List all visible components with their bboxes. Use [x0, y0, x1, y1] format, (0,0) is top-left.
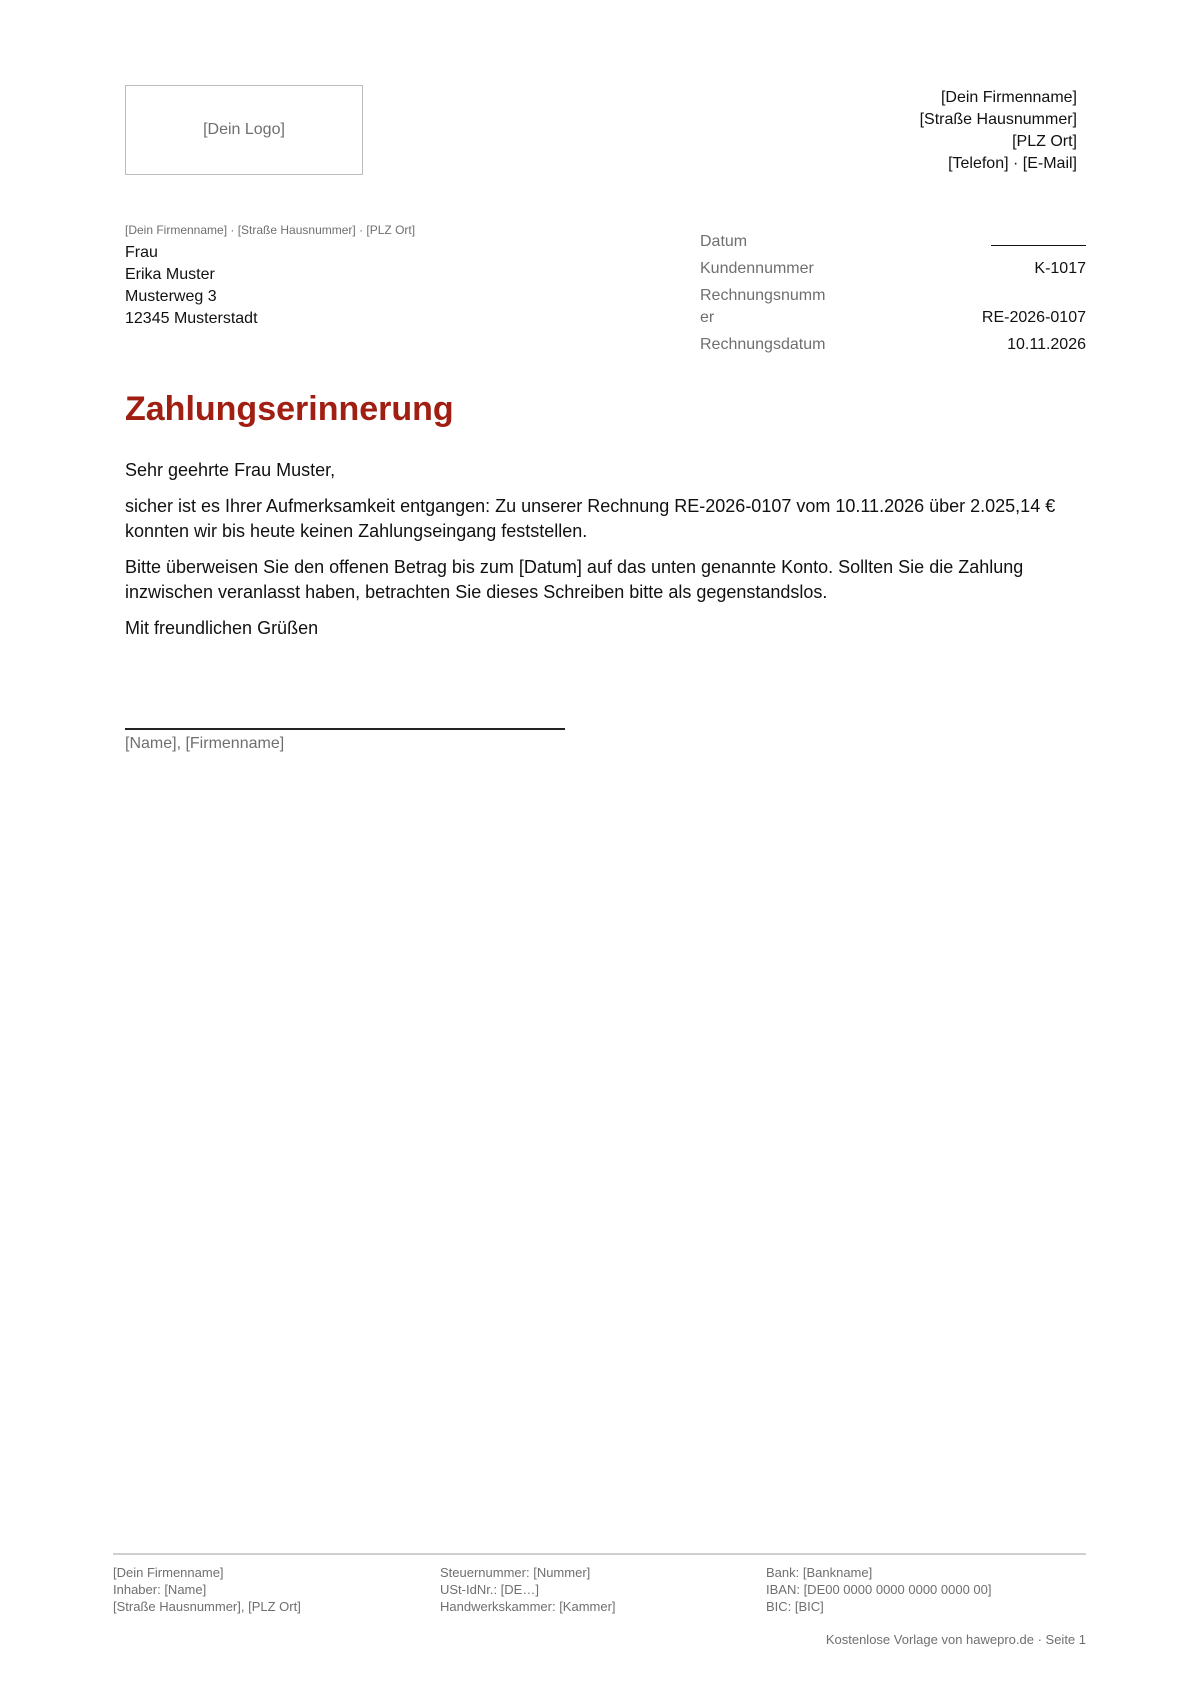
recipient-name: Erika Muster — [125, 266, 215, 283]
recipient-street: Musterweg 3 — [125, 288, 217, 305]
signature-name: [Name], [Firmenname] — [125, 735, 285, 752]
recipient-salutation: Frau — [125, 244, 158, 261]
sender-street: [Straße Hausnummer] — [919, 111, 1077, 128]
sender-address — [677, 87, 1077, 175]
sender-city: [PLZ Ort] — [1012, 133, 1077, 150]
meta-row-date — [700, 225, 1086, 253]
recipient-address — [125, 242, 258, 330]
logo-placeholder — [125, 85, 363, 175]
meta-label-invoice-date: Rechnungsdatum — [700, 336, 826, 353]
footer-iban: IBAN: [DE00 0000 0000 0000 0000 00] — [766, 1582, 992, 1597]
meta-label-date: Datum — [700, 233, 748, 250]
recipient-city: 12345 Musterstadt — [125, 310, 258, 327]
footer-chamber: Handwerkskammer: [Kammer] — [440, 1599, 616, 1614]
footer-company-name: [Dein Firmenname] — [113, 1565, 224, 1580]
footer-address: [Straße Hausnummer], [PLZ Ort] — [113, 1599, 301, 1614]
meta-value-invoice-number: RE-2026-0107 — [981, 309, 1086, 326]
letter-paragraph-1: sicher ist es Ihrer Aufmerksamkeit entgangen: Zu unserer Rechnung RE-2026-0107 vom 10.11.2026 über 2.025,14 € konnten wir bis heute keinen Zahlungseingang feststellen. — [125, 496, 1056, 541]
meta-value-customer-number: K-1017 — [1034, 260, 1086, 277]
meta-label-invoice-number: Rechnungsnumm er — [700, 287, 826, 326]
footer-tax-number: Steuernummer: [Nummer] — [440, 1565, 591, 1580]
footer-owner: Inhaber: [Name] — [113, 1582, 207, 1597]
meta-row-invoice-date — [700, 334, 1086, 356]
letter-closing: Mit freundlichen Grüßen — [125, 618, 319, 638]
meta-value-date — [991, 225, 1086, 253]
footer-tax-column — [440, 1564, 616, 1615]
letter-body — [125, 458, 1085, 652]
sender-contact: [Telefon] · [E-Mail] — [948, 155, 1077, 172]
meta-value-invoice-date: 10.11.2026 — [1007, 336, 1086, 353]
footer-bic: BIC: [BIC] — [766, 1599, 824, 1614]
date-blank-line — [991, 225, 1086, 246]
meta-row-invoice-number — [700, 285, 1086, 329]
letter-paragraph-2: Bitte überweisen Sie den offenen Betrag bis zum [Datum] auf das unten genannte Konto. Sollten Sie die Zahlung inzwischen veranlasst haben, betrachten Sie dieses Schreiben bitte als gegenstandslos. — [125, 557, 1024, 602]
footer-vat-id: USt-IdNr.: [DE…] — [440, 1582, 539, 1597]
footer-company-column — [113, 1564, 301, 1615]
footer-bank-name: Bank: [Bankname] — [766, 1565, 873, 1580]
sender-company: [Dein Firmenname] — [940, 89, 1077, 106]
meta-label-customer-number: Kundennummer — [700, 260, 814, 277]
logo-placeholder-text: [Dein Logo] — [203, 121, 285, 138]
meta-row-customer-number — [700, 258, 1086, 280]
return-address-line: [Dein Firmenname] · [Straße Hausnummer] · [PLZ Ort] — [125, 223, 416, 237]
signature-line — [125, 728, 565, 730]
footer-divider — [113, 1553, 1086, 1555]
document-meta-table — [700, 225, 1086, 361]
footer-note: Kostenlose Vorlage von hawepro.de · Seite 1 — [825, 1632, 1086, 1647]
footer-bank-column — [766, 1564, 992, 1615]
letter-greeting: Sehr geehrte Frau Muster, — [125, 460, 336, 480]
document-title: Zahlungserinnerung — [125, 390, 454, 428]
